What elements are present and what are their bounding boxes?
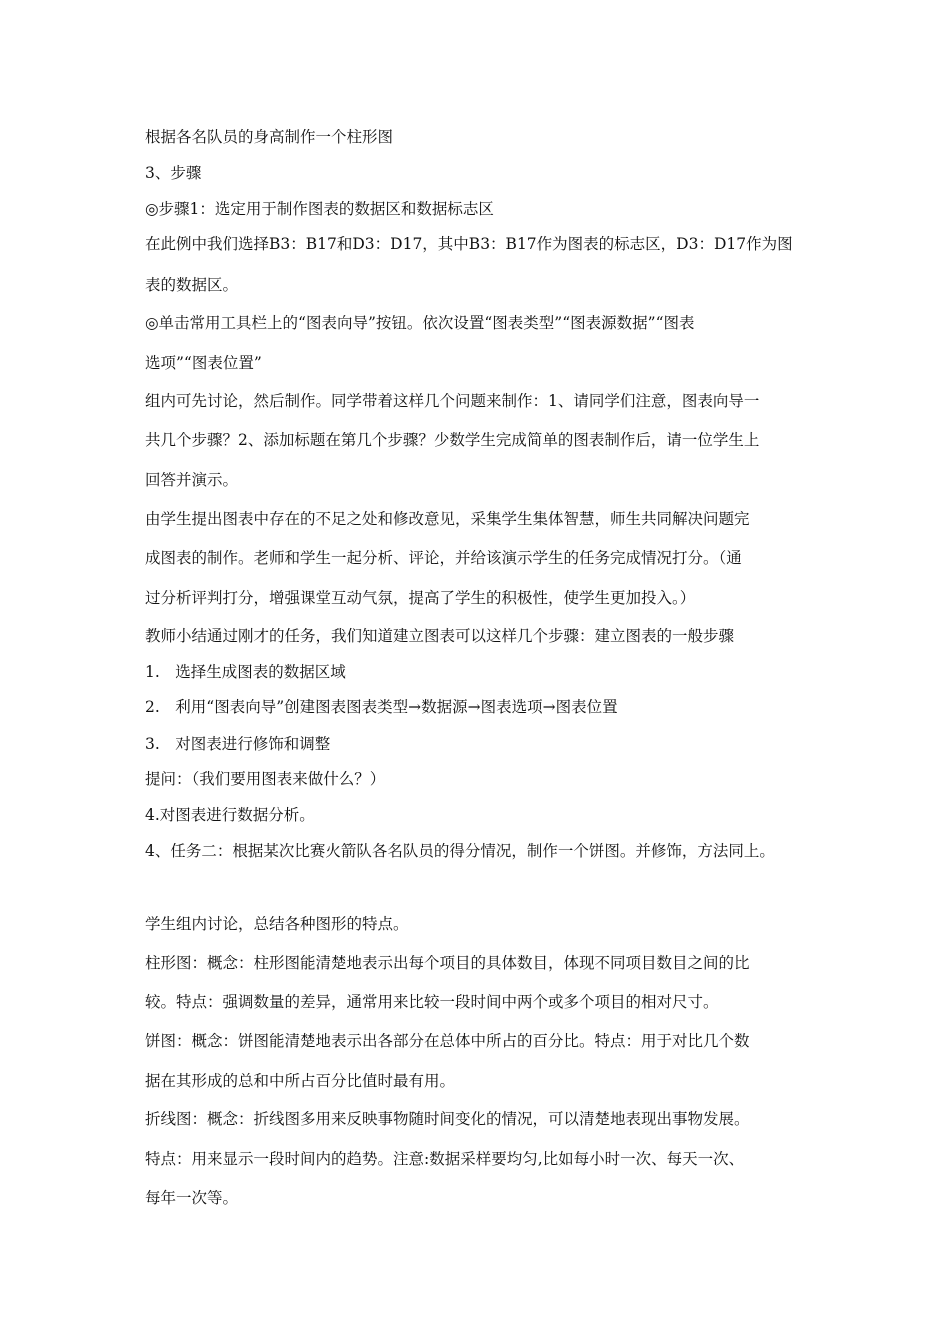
text-line: 饼图：概念：饼图能清楚地表示出各部分在总体中所占的百分比。特点：用于对比几个数 xyxy=(145,1032,750,1050)
text-line: 共几个步骤？2、添加标题在第几个步骤？少数学生完成简单的图表制作后，请一位学生上 xyxy=(145,431,760,449)
text-line: 每年一次等。 xyxy=(145,1189,239,1207)
text-line: 成图表的制作。老师和学生一起分析、评论，并给该演示学生的任务完成情况打分。（通 xyxy=(145,549,742,567)
text-line: 学生组内讨论，总结各种图形的特点。 xyxy=(145,915,409,933)
text-line: 折线图：概念：折线图多用来反映事物随时间变化的情况，可以清楚地表现出事物发展。 xyxy=(145,1110,750,1128)
text-line: ◎步骤1：选定用于制作图表的数据区和数据标志区 xyxy=(145,200,494,218)
text-line: 提问：（我们要用图表来做什么？） xyxy=(145,770,386,788)
list-item: 3. 对图表进行修饰和调整 xyxy=(145,735,331,753)
section-heading: 3、步骤 xyxy=(145,164,202,182)
text-line: 较。特点：强调数量的差异，通常用来比较一段时间中两个或多个项目的相对尺寸。 xyxy=(145,993,719,1011)
text-line: 特点：用来显示一段时间内的趋势。注意:数据采样要均匀,比如每小时一次、每天一次、 xyxy=(145,1150,745,1168)
text-line: 回答并演示。 xyxy=(145,471,239,489)
text-line: 据在其形成的总和中所占百分比值时最有用。 xyxy=(145,1072,456,1090)
list-item: 1. 选择生成图表的数据区域 xyxy=(145,663,346,681)
list-item: 2. 利用“图表向导”创建图表图表类型→数据源→图表选项→图表位置 xyxy=(145,698,618,716)
text-line: 由学生提出图表中存在的不足之处和修改意见，采集学生集体智慧，师生共同解决问题完 xyxy=(145,510,750,528)
section-heading: 4、任务二：根据某次比赛火箭队各名队员的得分情况，制作一个饼图。并修饰，方法同上。 xyxy=(145,842,775,860)
text-line: 过分析评判打分，增强课堂互动气氛，提高了学生的积极性，使学生更加投入。） xyxy=(145,589,696,607)
text-line: ◎单击常用工具栏上的“图表向导”按钮。依次设置“图表类型”“图表源数据”“图表 xyxy=(145,314,695,332)
text-line: 根据各名队员的身高制作一个柱形图 xyxy=(145,128,394,146)
text-line: 柱形图：概念：柱形图能清楚地表示出每个项目的具体数目，体现不同项目数目之间的比 xyxy=(145,954,750,972)
list-item: 4.对图表进行数据分析。 xyxy=(145,806,315,824)
text-line: 表的数据区。 xyxy=(145,276,239,294)
text-line: 在此例中我们选择B3：B17和D3：D17，其中B3：B17作为图表的标志区，D3：D17作为图 xyxy=(145,235,793,253)
text-line: 教师小结通过刚才的任务，我们知道建立图表可以这样几个步骤：建立图表的一般步骤 xyxy=(145,627,735,645)
text-line: 选项”“图表位置” xyxy=(145,354,262,372)
text-line: 组内可先讨论，然后制作。同学带着这样几个问题来制作：1、请同学们注意，图表向导一 xyxy=(145,392,760,410)
